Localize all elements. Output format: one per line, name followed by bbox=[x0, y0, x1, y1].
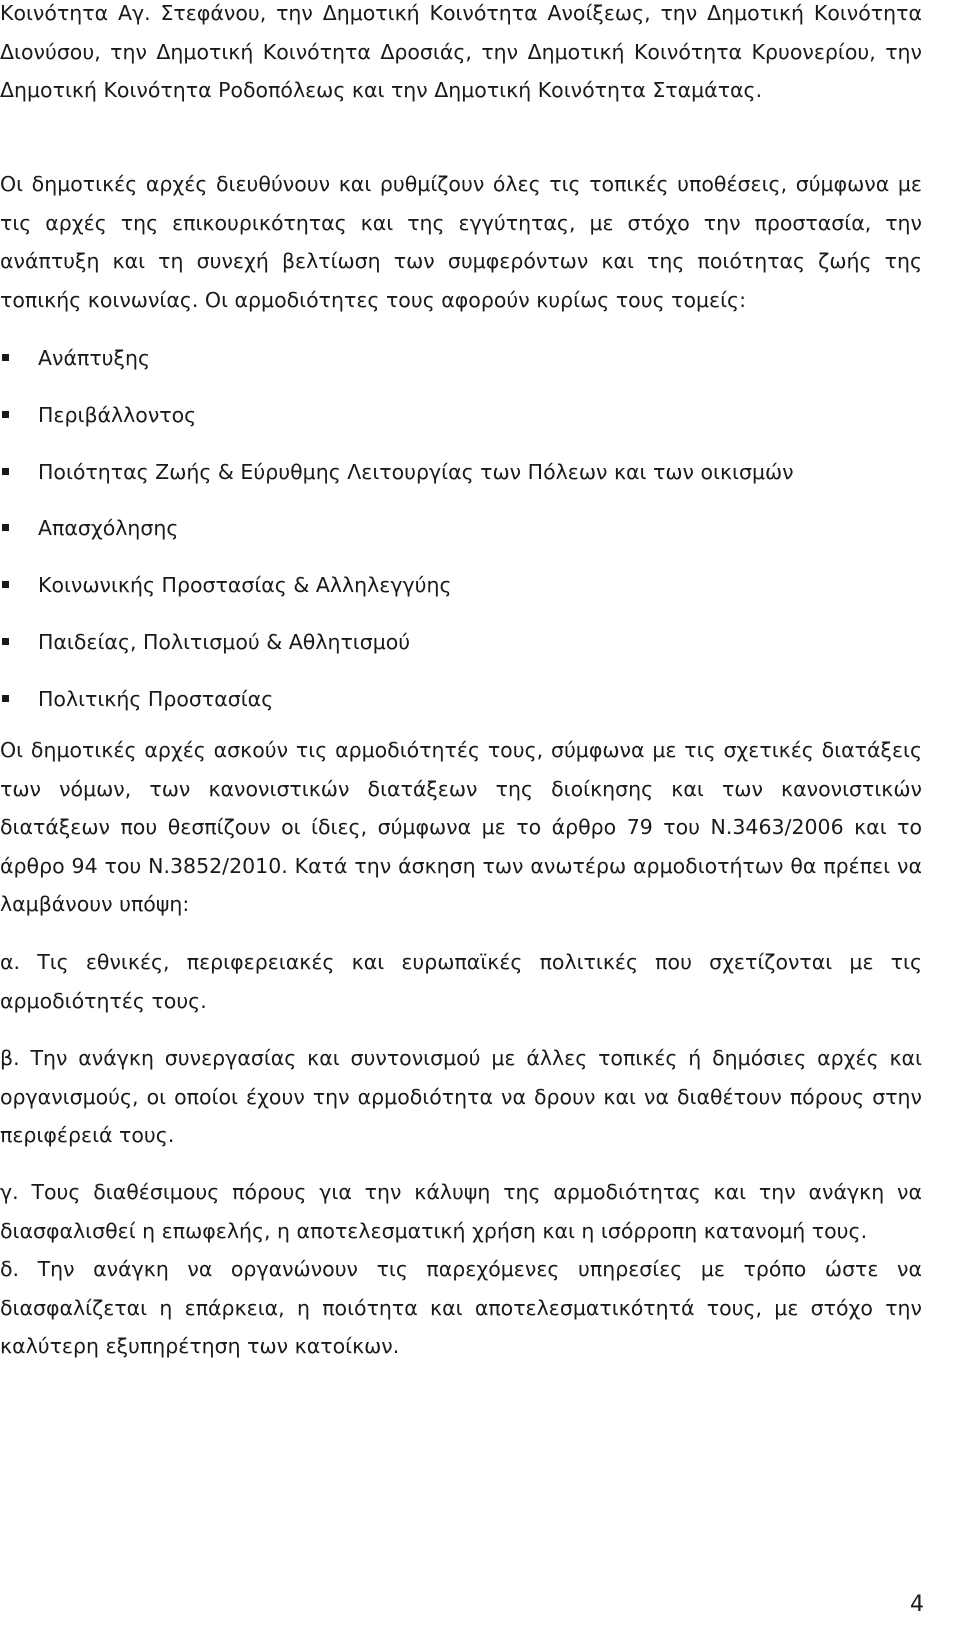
list-item bbox=[0, 623, 922, 680]
list-item bbox=[0, 509, 922, 566]
list-item-text: Ανάπτυξης bbox=[38, 346, 150, 370]
list-item-text: Παιδείας, Πολιτισμού & Αθλητισμού bbox=[38, 629, 411, 654]
page-number: 4 bbox=[910, 1592, 924, 1617]
square-bullet-icon bbox=[2, 354, 9, 361]
list-item bbox=[0, 566, 922, 623]
list-item-text: Περιβάλλοντος bbox=[38, 402, 197, 427]
list-item-text: Απασχόλησης bbox=[38, 516, 179, 541]
square-bullet-icon bbox=[2, 524, 9, 531]
square-bullet-icon bbox=[2, 411, 9, 418]
square-bullet-icon bbox=[2, 695, 9, 702]
list-item-text: Κοινωνικής Προστασίας & Αλληλεγγύης bbox=[38, 573, 452, 598]
duties-paragraph: Οι δημοτικές αρχές διευθύνουν και ρυθμίζουν όλες τις τοπικές υποθέσεις, σύμφωνα με τις αρχές της επικουρικότητας και της εγγύτητας, με στόχο την προστασία, την ανάπτυξη και τη συνεχή βελτίωση των συμφερόντων και της ποιότητας ζωής της τοπικής κοινωνίας. Οι αρμοδιότητες τους αφορούν κυρίως τους τομείς: bbox=[0, 172, 922, 312]
square-bullet-icon bbox=[2, 581, 9, 588]
intro-paragraph: Κοινότητα Αγ. Στεφάνου, την Δημοτική Κοινότητα Ανοίξεως, την Δημοτική Κοινότητα Διονύσου, την Δημοτική Κοινότητα Δροσιάς, την Δημοτική Κοινότητα Κρυονερίου, την Δημοτική Κοινότητα Ροδοπόλεως και την Δημοτική Κοινότητα Σταμάτας. bbox=[0, 1, 922, 102]
list-item bbox=[0, 680, 922, 737]
square-bullet-icon bbox=[2, 638, 9, 645]
point-a-paragraph: α. Τις εθνικές, περιφερειακές και ευρωπαϊκές πολιτικές που σχετίζονται με τις αρμοδιότητές τους. bbox=[0, 950, 922, 1013]
list-item-text: Ποιότητας Ζωής & Εύρυθμης Λειτουργίας των Πόλεων και των οικισμών bbox=[38, 459, 794, 484]
list-item bbox=[0, 396, 922, 453]
sectors-list bbox=[0, 339, 922, 737]
list-item-text: Πολιτικής Προστασίας bbox=[38, 686, 274, 711]
list-item bbox=[0, 339, 922, 396]
point-g-paragraph: γ. Τους διαθέσιμους πόρους για την κάλυψη της αρμοδιότητας και την ανάγκη να διασφαλισθεί η επωφελής, η αποτελεσματική χρήση και η ισόρροπη κατανομή τους. bbox=[0, 1180, 922, 1243]
exercise-paragraph: Οι δημοτικές αρχές ασκούν τις αρμοδιότητές τους, σύμφωνα με τις σχετικές διατάξεις των νόμων, των κανονιστικών διατάξεων της διοίκησης και των κανονιστικών διατάξεων που θεσπίζουν οι ίδιες, σύμφωνα με το άρθρο 79 του Ν.3463/2006 και το άρθρο 94 του Ν.3852/2010. Κατά την άσκηση των ανωτέρω αρμοδιοτήτων θα πρέπει να λαμβάνουν υπόψη: bbox=[0, 738, 922, 916]
point-d-paragraph: δ. Την ανάγκη να οργανώνουν τις παρεχόμενες υπηρεσίες με τρόπο ώστε να διασφαλίζεται η επάρκεια, η ποιότητα και αποτελεσματικότητά τους, με στόχο την καλύτερη εξυπηρέτηση των κατοίκων. bbox=[0, 1257, 922, 1358]
list-item bbox=[0, 453, 922, 510]
point-b-paragraph: β. Την ανάγκη συνεργασίας και συντονισμού με άλλες τοπικές ή δημόσιες αρχές και οργανισμούς, οι οποίοι έχουν την αρμοδιότητα να δρουν και να διαθέτουν πόρους στην περιφέρειά τους. bbox=[0, 1046, 922, 1147]
square-bullet-icon bbox=[2, 468, 9, 475]
